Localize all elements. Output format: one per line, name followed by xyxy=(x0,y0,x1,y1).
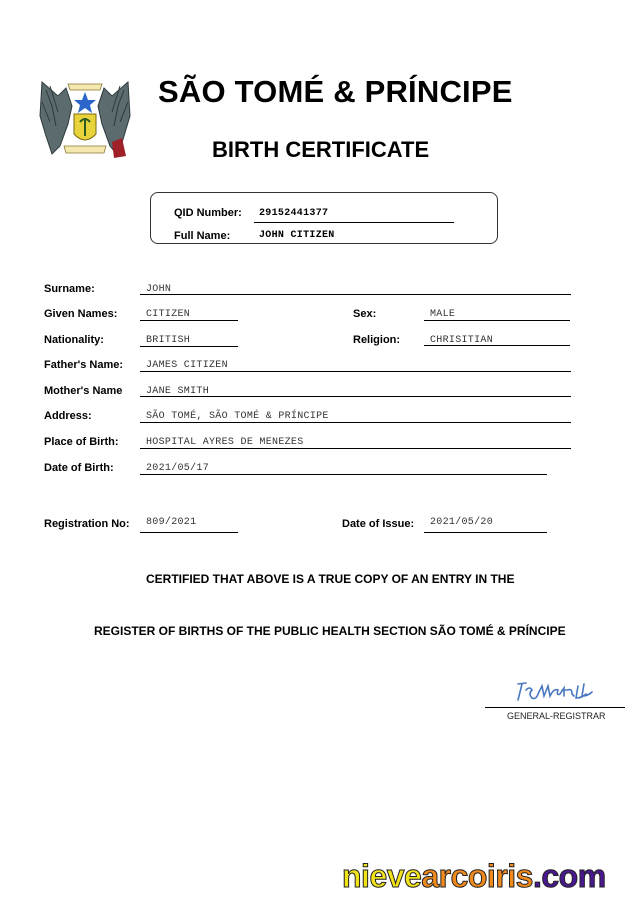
given-names-underline xyxy=(140,320,238,321)
sex-value: MALE xyxy=(430,309,456,320)
nationality-label: Nationality: xyxy=(44,334,104,346)
watermark-part-3: .com xyxy=(532,858,606,894)
place-of-birth-label: Place of Birth: xyxy=(44,436,119,448)
registration-no-underline xyxy=(140,532,238,533)
address-underline xyxy=(140,422,571,423)
signatory-title: GENERAL-REGISTRAR xyxy=(507,711,606,721)
watermark xyxy=(342,858,606,895)
date-of-birth-value: 2021/05/17 xyxy=(146,463,210,474)
father-label: Father's Name: xyxy=(44,359,124,371)
religion-value: CHRISITIAN xyxy=(430,335,494,346)
religion-underline xyxy=(424,345,570,346)
full-name-label: Full Name: xyxy=(174,230,231,242)
date-of-birth-label: Date of Birth: xyxy=(44,462,114,474)
religion-label: Religion: xyxy=(353,334,401,346)
nationality-underline xyxy=(140,346,238,347)
date-of-birth-underline xyxy=(140,474,547,475)
full-name-value: JOHN CITIZEN xyxy=(259,230,335,241)
qid-underline xyxy=(254,222,454,223)
nationality-value: BRITISH xyxy=(146,335,191,346)
signature-icon xyxy=(512,680,596,704)
coat-of-arms-icon xyxy=(38,76,132,160)
date-of-issue-label: Date of Issue: xyxy=(342,518,415,530)
mother-value: JANE SMITH xyxy=(146,386,210,397)
sex-underline xyxy=(424,320,570,321)
place-of-birth-value: HOSPITAL AYRES DE MENEZES xyxy=(146,437,304,448)
father-underline xyxy=(140,371,571,372)
certification-line-2: REGISTER OF BIRTHS OF THE PUBLIC HEALTH SECTION SÃO TOMÉ & PRÍNCIPE xyxy=(94,624,566,638)
surname-label: Surname: xyxy=(44,283,95,295)
registration-no-value: 809/2021 xyxy=(146,517,197,528)
mother-label: Mother's Name xyxy=(44,385,123,397)
address-value: SÃO TOMÉ, SÃO TOMÉ & PRÍNCIPE xyxy=(146,411,329,422)
signature-line xyxy=(485,707,625,708)
document-title: BIRTH CERTIFICATE xyxy=(212,137,430,162)
date-of-issue-underline xyxy=(424,532,547,533)
address-label: Address: xyxy=(44,410,92,422)
father-value: JAMES CITIZEN xyxy=(146,360,228,371)
certification-line-1: CERTIFIED THAT ABOVE IS A TRUE COPY OF AN ENTRY IN THE xyxy=(146,572,515,586)
date-of-issue-value: 2021/05/20 xyxy=(430,517,494,528)
sex-label: Sex: xyxy=(353,308,377,320)
qid-value: 29152441377 xyxy=(259,208,329,219)
given-names-value: CITIZEN xyxy=(146,309,191,320)
watermark-part-1: nieve xyxy=(342,858,422,894)
country-title: SÃO TOMÉ & PRÍNCIPE xyxy=(158,74,513,109)
surname-underline xyxy=(140,294,571,295)
given-names-label: Given Names: xyxy=(44,308,118,320)
surname-value: JOHN xyxy=(146,284,172,295)
place-of-birth-underline xyxy=(140,448,571,449)
qid-label: QID Number: xyxy=(174,207,242,219)
mother-underline xyxy=(140,396,571,397)
watermark-part-2: arcoiris xyxy=(421,858,533,894)
registration-no-label: Registration No: xyxy=(44,518,130,530)
